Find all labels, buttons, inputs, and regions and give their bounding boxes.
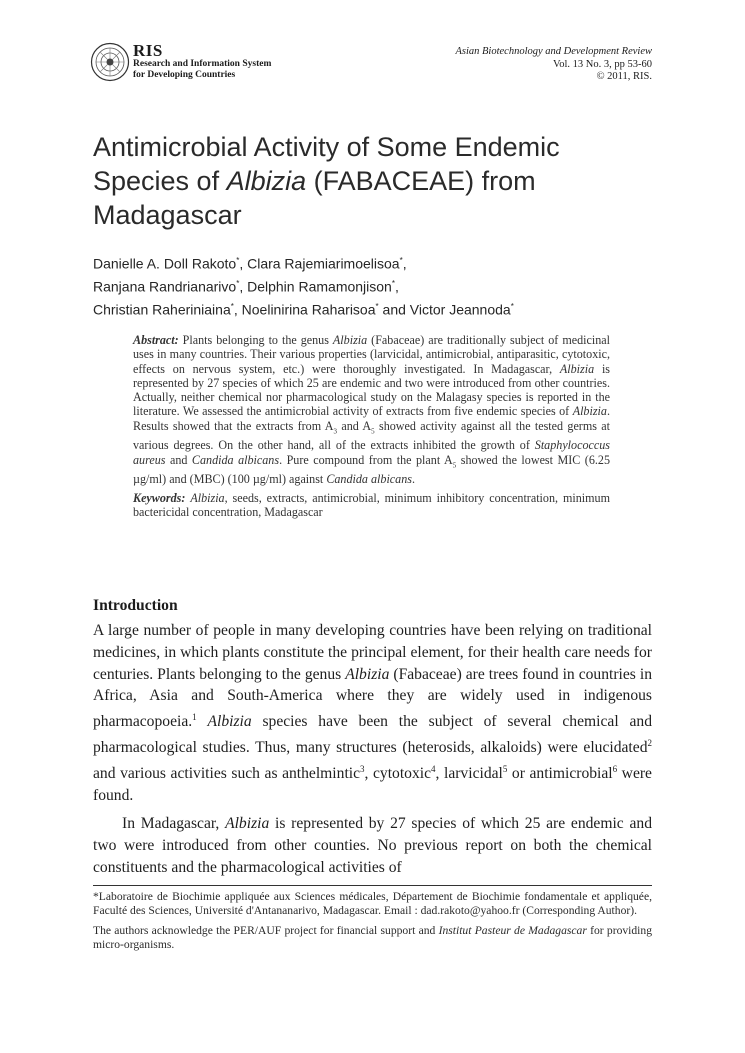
footnote-divider: [93, 885, 652, 886]
author-list: Danielle A. Doll Rakoto*, Clara Rajemiarimoelisoa*, Ranjana Randrianarivo*, Delphin Ramamonjison*, Christian Raheriniaina*, Noelinirina Raharisoa* and Victor Jeannoda*: [93, 255, 514, 318]
paper-title: [93, 130, 663, 232]
author-name: , Delphin Ramamonjison: [239, 278, 392, 295]
author-name: , Noelinirina Raharisoa: [233, 301, 376, 318]
reference-marker: 3: [360, 764, 365, 775]
journal-name: Asian Biotechnology and Development Review: [455, 46, 652, 57]
introduction-body: [93, 620, 652, 878]
publisher-name-line2: for Developing Countries: [133, 69, 236, 80]
title-part-1: Antimicrobial Activity of Some Endemic Species of: [93, 132, 560, 196]
author-name: Danielle A. Doll Rakoto: [93, 255, 237, 272]
ris-logo-icon: [90, 42, 130, 82]
publisher-name-line1: Research and Information System: [133, 59, 272, 69]
keywords-text: Keywords: Albizia, seeds, extracts, antimicrobial, minimum inhibitory concentration, minimum bactericidal concentration, Madagascar: [133, 490, 610, 520]
title-part-2: (FABACEAE) from Madagascar: [93, 166, 536, 230]
abstract-block: [133, 333, 610, 519]
author-name: Christian Raheriniaina: [93, 301, 231, 318]
author-name: , Clara Rajemiarimoelisoa: [239, 255, 400, 272]
author-name: and Victor Jeannoda: [378, 301, 511, 318]
affiliation-footnote: *Laboratoire de Biochimie appliquée aux Sciences médicales, Département de Biochimie fondamentale et appliquée, Faculté des Sciences, Université d'Antananarivo, Madagascar. Email : dad.rakoto@yahoo.fr (Corresponding Author).: [93, 890, 652, 918]
reference-marker: 2: [647, 738, 652, 749]
journal-copyright: © 2011, RIS.: [596, 71, 652, 82]
publisher-acronym: RIS: [133, 41, 163, 60]
reference-marker: 1: [192, 712, 197, 723]
reference-marker: 6: [612, 764, 618, 775]
abstract-label: Abstract:: [133, 333, 179, 347]
acknowledgement-footnote: The authors acknowledge the PER/AUF project for financial support and Institut Pasteur de Madagascar for providing micro-organisms.: [93, 923, 652, 951]
author-name: Ranjana Randrianarivo: [93, 278, 237, 295]
paragraph: A large number of people in many developing countries have been relying on traditional medicines, in which plants constitute the principal element, for their health care needs for centuries. Plants belonging to the genus Albizia (Fabaceae) are trees found in countries in Africa, Asia and South-America where they are widely used in indigenous pharmacopoeia.$^1$ Albizia species have been the subject of several chemical and pharmacological studies. Thus, many structures (heterosids, alkaloids) were elucidated$^2$ and various activities such as anthelmintic$^3$, cytotoxic$^4$, larvicidal$^5$ or antimicrobial$^6$ were found.: [93, 622, 652, 805]
abstract-text: Abstract: Plants belonging to the genus Albizia (Fabaceae) are traditionally subject of medicinal uses in many countries. Their various properties (larvicidal, antimicrobial, antiparasitic, cytotoxic, effects on nervous system, etc.) were thoroughly investigated. In Madagascar, Albizia is represented by 27 species of which 25 are endemic and two were introduced from other countries. Actually, neither chemical nor pharmacological study on the Malagasy species is reported in the literature. We assessed the antimicrobial activity of extracts from five endemic species of Albizia. Results showed that the extracts from $A_3$ and $A_5$ showed activity against all the tested germs at various degrees. On the other hand, all of the extracts inhibited the growth of Staphylococcus aureus and Candida albicans. Pure compound from the plant $A_5$ showed the lowest MIC (6.25 µg/ml) and (MBC) (100 µg/ml) against Candida albicans.: [133, 333, 611, 487]
reference-marker: 4: [431, 764, 436, 775]
title-genus: Albizia: [226, 166, 307, 196]
footnotes: [93, 890, 652, 952]
section-heading-introduction: Introduction: [93, 597, 178, 614]
reference-marker: 5: [502, 764, 508, 775]
paragraph: In Madagascar, Albizia is represented by 27 species of which 25 are endemic and two were introduced from other counties. No previous report on both the chemical constituents and the pharmacological activities of: [93, 814, 652, 876]
journal-citation: [455, 46, 652, 84]
keywords-label: Keywords:: [133, 490, 186, 505]
publisher-block: [133, 42, 271, 80]
journal-volume: Vol. 13 No. 3, pp 53-60: [553, 58, 652, 70]
